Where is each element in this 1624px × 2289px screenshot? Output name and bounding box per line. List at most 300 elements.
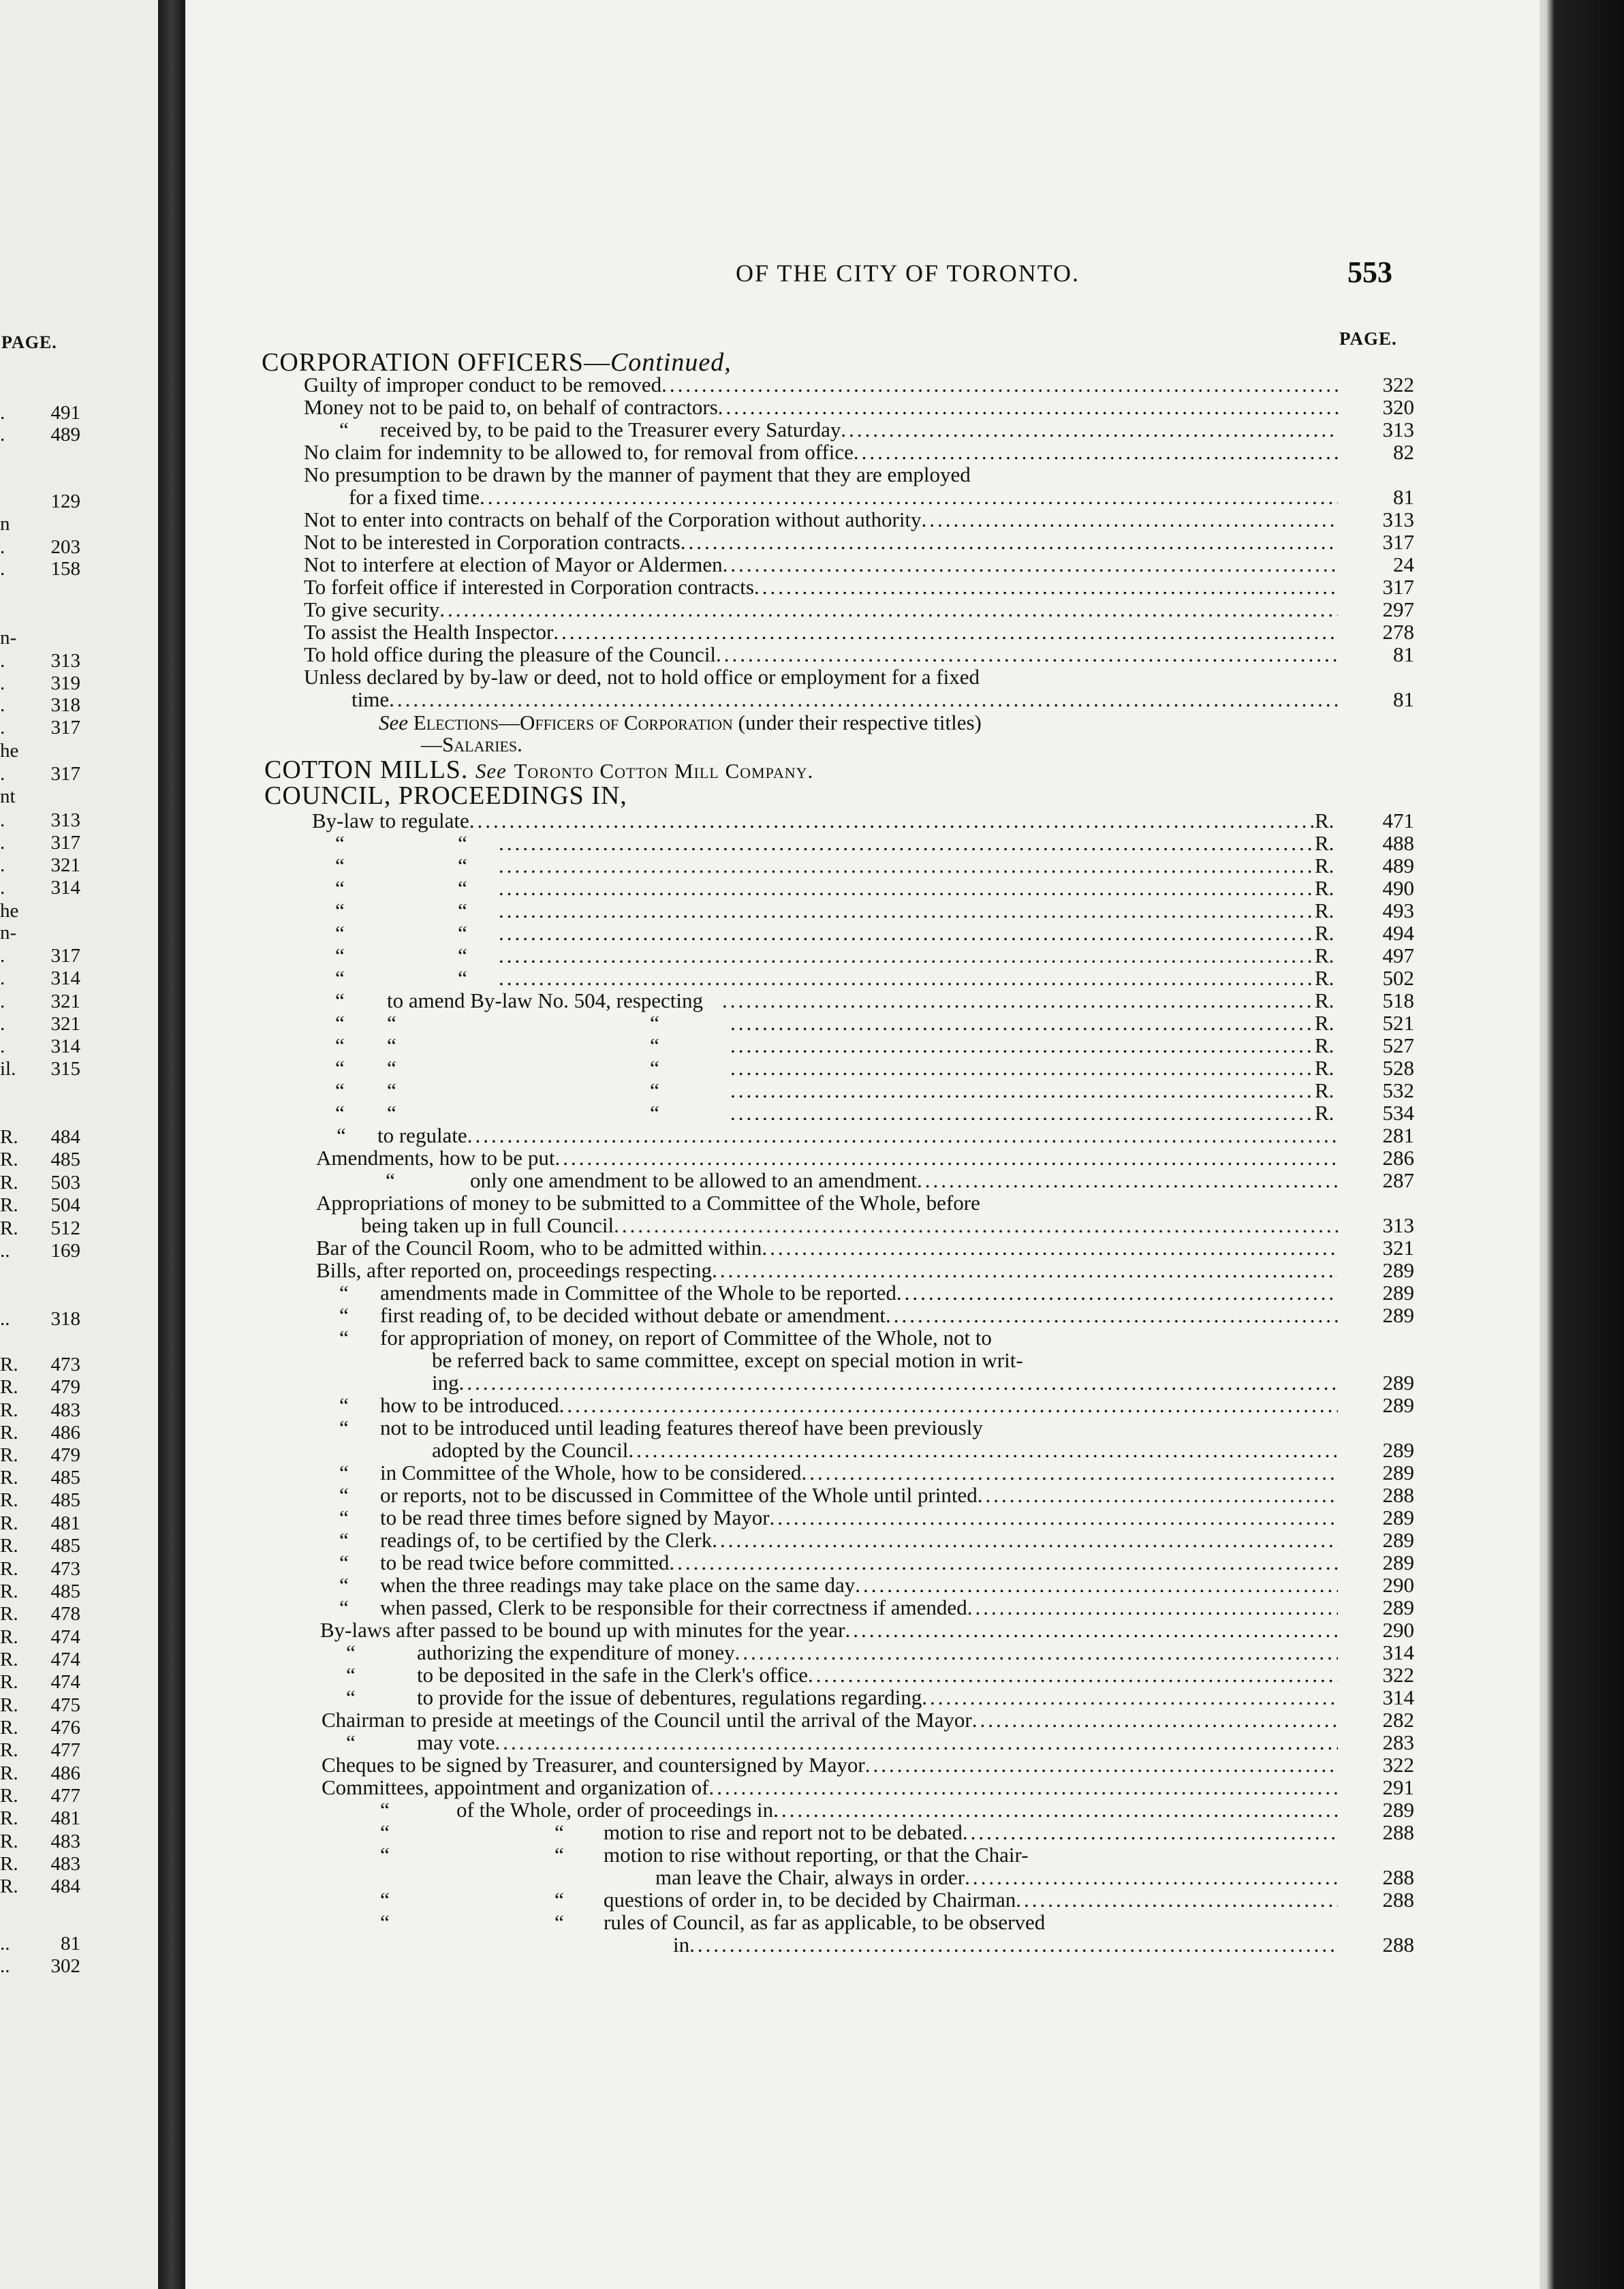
page-ref: 289 (1382, 1551, 1414, 1574)
page-ref: 289 (1382, 1595, 1414, 1619)
facing-page-ref: 314 (50, 1036, 80, 1057)
facing-page-entry (0, 1626, 80, 1647)
facing-page-ref: 158 (50, 558, 80, 580)
page-ref: 289 (1382, 1258, 1414, 1282)
facing-page-fragment: R. (0, 1126, 18, 1148)
index-entry: Appropriations of money to be submitted to a Committee of the Whole, before (316, 1191, 980, 1215)
index-entry-continuation: be referred back to same committee, except on special motion in writ- (432, 1348, 1023, 1372)
facing-page-fragment: R. (0, 1785, 18, 1807)
index-entry: “ may vote ..... (346, 1731, 1338, 1754)
facing-page-entry (0, 1933, 80, 1953)
facing-page-ref: 484 (50, 1875, 80, 1897)
facing-page-entry (0, 1512, 80, 1533)
facing-page-fragment: R. (0, 1467, 18, 1489)
page-ref: 289 (1382, 1393, 1414, 1417)
facing-page-fragment: . (0, 694, 5, 716)
bylaw-amend-entry: “ “ “ ..... R. (335, 1057, 1338, 1080)
facing-page-entry (0, 1603, 80, 1623)
facing-page-fragment: . (0, 424, 5, 446)
facing-page-ref: 314 (50, 967, 80, 989)
facing-page-ref: 318 (50, 1308, 80, 1330)
facing-page-ref: 317 (50, 832, 80, 854)
page-ref: 289 (1382, 1281, 1414, 1305)
index-entry: “ amendments made in Committee of the Whole to be reported ..... (339, 1281, 1338, 1305)
facing-page-entry (0, 402, 80, 422)
facing-page-fragment: .. (0, 1933, 10, 1955)
page-ref: 521 (1382, 1011, 1414, 1035)
facing-page-ref: 481 (50, 1512, 80, 1534)
index-entry: Cheques to be signed by Treasurer, and countersigned by Mayor ..... (322, 1754, 1338, 1777)
facing-page-entry (0, 1422, 80, 1442)
facing-page-ref: 321 (50, 1013, 80, 1035)
index-entry: “ received by, to be paid to the Treasurer every Saturday ..... (339, 418, 1338, 441)
facing-page-fragment: . (0, 672, 5, 694)
index-entry: To give security ..... (304, 598, 1338, 621)
bylaw-regulate-entry: “ “ ..... R. (335, 967, 1338, 990)
section-heading-cotton-mills: COTTON MILLS. See Toronto Cotton Mill Company. (264, 756, 814, 784)
facing-page-fragment: . (0, 1036, 5, 1057)
facing-page-entry (0, 1785, 80, 1805)
index-entry: “ for appropriation of money, on report of Committee of the Whole, not to (339, 1326, 992, 1350)
facing-page-fragment: . (0, 402, 5, 424)
index-page (185, 0, 1540, 2289)
facing-page-ref: 486 (50, 1422, 80, 1444)
facing-page-ref: 485 (50, 1580, 80, 1602)
facing-page-fragment: n- (0, 627, 17, 649)
see-also-continuation: —Salaries. (421, 732, 522, 756)
page-ref: 502 (1382, 966, 1414, 990)
page-ref: 287 (1382, 1168, 1414, 1192)
facing-page-ref: 313 (50, 650, 80, 672)
facing-page-entry (0, 1217, 80, 1238)
page-ref: 322 (1382, 373, 1414, 396)
facing-page-entry (0, 832, 80, 852)
facing-page-fragment: R. (0, 1172, 18, 1194)
page-ref: 471 (1382, 809, 1414, 832)
page-ref: 488 (1382, 831, 1414, 855)
facing-page-fragment: . (0, 991, 5, 1012)
index-entry: Amendments, how to be put ..... (316, 1147, 1338, 1170)
facing-page-ref: 477 (50, 1739, 80, 1761)
index-entry: “ to be read three times before signed by Mayor ..... (339, 1506, 1338, 1529)
facing-page-ref: 321 (50, 854, 80, 876)
facing-page-ref: 169 (50, 1240, 80, 1262)
facing-page-entry (0, 513, 80, 533)
facing-page-ref: 479 (50, 1376, 80, 1398)
facing-page-entry (0, 967, 80, 988)
facing-page-fragment: . (0, 832, 5, 854)
facing-page-fragment: R. (0, 1422, 18, 1444)
bylaw-regulate-entry: “ “ ..... R. (335, 877, 1338, 900)
facing-page-ref: 129 (50, 490, 80, 512)
index-entry: “ to provide for the issue of debentures, regulations regarding ..... (346, 1686, 1338, 1709)
facing-page-fragment: .. (0, 1308, 10, 1330)
facing-page-fragment: . (0, 1013, 5, 1035)
page-ref: 283 (1382, 1730, 1414, 1754)
page-ref: 314 (1382, 1640, 1414, 1664)
bylaw-regulate-entry: “ “ ..... R. (335, 832, 1338, 855)
page-ref: 493 (1382, 899, 1414, 922)
page-ref: 288 (1382, 1865, 1414, 1889)
page-ref: 289 (1382, 1371, 1414, 1395)
page-ref: 494 (1382, 921, 1414, 945)
page-ref: 82 (1393, 440, 1414, 464)
facing-page-fragment: nt (0, 785, 16, 807)
index-entry-continuation: adopted by the Council ..... (432, 1439, 1338, 1462)
facing-page-ref: 203 (50, 536, 80, 558)
page-ref: 490 (1382, 876, 1414, 900)
index-entry: “ authorizing the expenditure of money ..... (346, 1641, 1338, 1664)
facing-page-fragment: . (0, 558, 5, 580)
facing-page-ref: 481 (50, 1807, 80, 1829)
facing-page-fragment: . (0, 967, 5, 989)
page-ref: 313 (1382, 1213, 1414, 1237)
index-entry: “ or reports, not to be discussed in Committee of the Whole until printed ..... (339, 1484, 1338, 1507)
facing-page-entry (0, 1535, 80, 1555)
facing-page-entry (0, 1354, 80, 1374)
facing-page-fragment: R. (0, 1580, 18, 1602)
page-ref: 81 (1393, 642, 1414, 666)
facing-page-entry (0, 1762, 80, 1783)
index-entry: “ “ motion to rise and report not to be debated ..... (380, 1821, 1338, 1844)
page-ref: 288 (1382, 1933, 1414, 1957)
facing-page-entry (0, 1308, 80, 1328)
facing-page-ref: 491 (50, 402, 80, 424)
index-entry: Bills, after reported on, proceedings respecting ..... (316, 1259, 1338, 1282)
facing-page-fragment: . (0, 536, 5, 558)
index-entry: “ to regulate ..... (337, 1124, 1338, 1147)
facing-page-entry (0, 740, 80, 760)
index-entry: “ “ rules of Council, as far as applicable, to be observed (380, 1910, 1046, 1934)
page-ref: 286 (1382, 1146, 1414, 1170)
page-ref: 289 (1382, 1303, 1414, 1327)
facing-page-entry (0, 1558, 80, 1578)
facing-page-fragment: R. (0, 1831, 18, 1852)
facing-page-fragment: R. (0, 1399, 18, 1421)
facing-page-entry (0, 1739, 80, 1760)
page-ref: 290 (1382, 1618, 1414, 1642)
facing-page-entry (0, 1013, 80, 1033)
heading-text: CORPORATION OFFICERS— (262, 348, 610, 377)
facing-page-fragment: R. (0, 1762, 18, 1784)
index-entry: Chairman to preside at meetings of the Council until the arrival of the Mayor ..... (322, 1709, 1338, 1732)
index-entry-continuation: time ..... (352, 688, 1338, 711)
see-also-reference: See Elections—Officers of Corporation (under their respective titles) (379, 711, 982, 734)
index-entry-continuation: in ..... (673, 1933, 1338, 1957)
index-entry: “ when the three readings may take place on the same day ..... (339, 1574, 1338, 1597)
index-entry: “ first reading of, to be decided without debate or amendment ..... (339, 1304, 1338, 1327)
bylaw-amend-entry: “ to amend By-law No. 504, respecting ..... R. (335, 989, 1338, 1012)
page-ref: 518 (1382, 988, 1414, 1012)
index-entry-continuation: being taken up in full Council ..... (361, 1214, 1338, 1237)
index-entry: No presumption to be drawn by the manner of payment that they are employed (304, 463, 971, 486)
facing-page-fragment: . (0, 717, 5, 738)
facing-page-label: PAGE. (1, 332, 57, 352)
facing-page-ref: 475 (50, 1694, 80, 1716)
facing-page-ref: 314 (50, 877, 80, 899)
facing-page-entry (0, 1149, 80, 1169)
facing-page-ref: 319 (50, 672, 80, 694)
index-entry: To forfeit office if interested in Corporation contracts ..... (304, 576, 1338, 599)
facing-page-entry (0, 991, 80, 1011)
index-entry-continuation: man leave the Chair, always in order ..... (655, 1866, 1338, 1889)
facing-page-entry (0, 1036, 80, 1056)
index-entry: “ how to be introduced ..... (339, 1394, 1338, 1417)
facing-page-entry (0, 558, 80, 578)
facing-page-fragment: .. (0, 1240, 10, 1262)
bylaw-regulate-entry: “ “ ..... R. (335, 922, 1338, 945)
facing-page-fragment: he (0, 900, 19, 922)
facing-page-fragment: R. (0, 1217, 18, 1239)
facing-page-fragment: R. (0, 1194, 18, 1216)
facing-page-entry (0, 877, 80, 897)
facing-page-entry (0, 1489, 80, 1510)
facing-page-ref: 483 (50, 1399, 80, 1421)
facing-page-fragment: R. (0, 1149, 18, 1170)
facing-page-entry (0, 900, 80, 920)
facing-page-entry (0, 650, 80, 670)
facing-page-fragment: R. (0, 1626, 18, 1648)
page-ref: 532 (1382, 1078, 1414, 1102)
facing-page-entry (0, 672, 80, 693)
facing-page-ref: 483 (50, 1853, 80, 1875)
facing-page-ref: 302 (50, 1955, 80, 1977)
index-entry: “ to be read twice before committed ..... (339, 1551, 1338, 1574)
facing-page-ref: 478 (50, 1603, 80, 1625)
facing-page-entry (0, 1399, 80, 1420)
facing-page-entry (0, 809, 80, 830)
facing-page-entry (0, 1467, 80, 1487)
index-entry: Not to enter into contracts on behalf of the Corporation without authority ..... (304, 508, 1338, 531)
book-binding-edge (1540, 0, 1624, 2289)
facing-page-entry (0, 1172, 80, 1192)
bylaw-amend-entry: “ “ “ ..... R. (335, 1012, 1338, 1035)
page-ref: 317 (1382, 575, 1414, 599)
index-entry: “ “ motion to rise without reporting, or that the Chair- (380, 1843, 1029, 1867)
facing-page-entry (0, 1058, 80, 1078)
page-ref: 278 (1382, 620, 1414, 644)
facing-page-fragment: R. (0, 1558, 18, 1580)
facing-page-fragment: R. (0, 1354, 18, 1375)
page-ref: 527 (1382, 1033, 1414, 1057)
facing-page-ref: 321 (50, 991, 80, 1012)
facing-page-ref: 317 (50, 763, 80, 785)
page-ref: 320 (1382, 395, 1414, 419)
facing-page-fragment: R. (0, 1603, 18, 1625)
facing-page-entry (0, 1240, 80, 1260)
section-heading-corporation-officers (262, 349, 732, 376)
index-entry: “ readings of, to be certified by the Clerk ..... (339, 1529, 1338, 1552)
section-heading-council-proceedings: COUNCIL, PROCEEDINGS IN, (264, 781, 627, 810)
facing-page-entry (0, 1807, 80, 1828)
page-ref: 289 (1382, 1438, 1414, 1462)
page-ref: 81 (1393, 485, 1414, 509)
page-ref: 313 (1382, 418, 1414, 441)
index-entry: Bar of the Council Room, who to be admitted within ..... (316, 1236, 1338, 1260)
facing-page-entry (0, 1694, 80, 1715)
facing-page-entry (0, 785, 80, 806)
facing-page-fragment: R. (0, 1739, 18, 1761)
heading-continued: Continued, (610, 348, 732, 377)
page-ref: 290 (1382, 1573, 1414, 1597)
facing-page-fragment: R. (0, 1376, 18, 1398)
facing-page-ref: 483 (50, 1831, 80, 1852)
page-ref: 321 (1382, 1236, 1414, 1260)
facing-page-ref: 504 (50, 1194, 80, 1216)
facing-page-fragment: he (0, 740, 19, 762)
page-ref: 24 (1393, 552, 1414, 576)
facing-page-ref: 473 (50, 1354, 80, 1375)
facing-page-entry (0, 1717, 80, 1737)
bylaw-amend-entry: “ “ “ ..... R. (335, 1034, 1338, 1057)
index-entry: To assist the Health Inspector ..... (304, 621, 1338, 644)
page-ref: 281 (1382, 1123, 1414, 1147)
facing-page-ref: 317 (50, 717, 80, 738)
facing-page-entry (0, 1875, 80, 1896)
facing-page-entry (0, 763, 80, 783)
facing-page-ref: 318 (50, 694, 80, 716)
index-entry: “ not to be introduced until leading features thereof have been previously (339, 1416, 983, 1439)
facing-page-ref: 485 (50, 1149, 80, 1170)
facing-page-ref: 476 (50, 1717, 80, 1739)
page-ref: 534 (1382, 1101, 1414, 1125)
facing-page-ref: 317 (50, 945, 80, 967)
facing-page-ref: 81 (61, 1933, 80, 1955)
index-entry: “ in Committee of the Whole, how to be considered ..... (339, 1461, 1338, 1484)
facing-page-ref: 474 (50, 1671, 80, 1693)
facing-page-fragment: il. (0, 1058, 16, 1080)
index-entry: Money not to be paid to, on behalf of contractors ..... (304, 396, 1338, 419)
facing-page-fragment: R. (0, 1512, 18, 1534)
page-column-label: PAGE. (1339, 328, 1397, 349)
index-entry: Committees, appointment and organization of ..... (322, 1776, 1338, 1799)
bylaw-regulate-entry: “ “ ..... R. (335, 854, 1338, 877)
facing-page-entry (0, 1444, 80, 1465)
facing-page-margin (0, 0, 158, 2289)
facing-page-fragment: R. (0, 1717, 18, 1739)
facing-page-ref: 503 (50, 1172, 80, 1194)
facing-page-fragment: R. (0, 1853, 18, 1875)
page-ref: 81 (1393, 687, 1414, 711)
facing-page-entry (0, 1649, 80, 1669)
facing-page-entry (0, 1126, 80, 1147)
page-ref: 322 (1382, 1753, 1414, 1777)
index-entry-continuation: for a fixed time ..... (349, 486, 1338, 509)
book-gutter (158, 0, 185, 2289)
facing-page-fragment: . (0, 877, 5, 899)
facing-page-ref: 473 (50, 1558, 80, 1580)
running-head: OF THE CITY OF TORONTO. (736, 260, 1080, 287)
facing-page-entry (0, 1831, 80, 1851)
facing-page-entry (0, 1580, 80, 1601)
page-ref: 314 (1382, 1685, 1414, 1709)
facing-page-fragment: R. (0, 1694, 18, 1716)
index-entry: “ to be deposited in the safe in the Clerk's office ..... (346, 1664, 1338, 1687)
facing-page-fragment: R. (0, 1535, 18, 1557)
page-ref: 317 (1382, 530, 1414, 554)
facing-page-fragment: n (0, 513, 10, 535)
page-ref: 288 (1382, 1820, 1414, 1844)
facing-page-ref: 474 (50, 1649, 80, 1670)
facing-page-fragment: R. (0, 1671, 18, 1693)
facing-page-fragment: R. (0, 1649, 18, 1670)
facing-page-fragment: R. (0, 1444, 18, 1466)
index-entry: “ “ questions of order in, to be decided by Chairman ..... (380, 1888, 1338, 1912)
facing-page-ref: 485 (50, 1535, 80, 1557)
facing-page-fragment: n- (0, 922, 17, 944)
facing-page-fragment: R. (0, 1875, 18, 1897)
facing-page-ref: 486 (50, 1762, 80, 1784)
facing-page-ref: 485 (50, 1467, 80, 1489)
facing-page-entry (0, 627, 80, 647)
facing-page-ref: 479 (50, 1444, 80, 1466)
facing-page-entry (0, 1853, 80, 1873)
facing-page-entry (0, 1376, 80, 1397)
facing-page-entry (0, 490, 80, 511)
facing-page-entry (0, 1194, 80, 1215)
page-ref: 288 (1382, 1483, 1414, 1507)
index-entry: Not to interfere at election of Mayor or Aldermen ..... (304, 553, 1338, 576)
facing-page-entry (0, 424, 80, 444)
page-number: 553 (1347, 255, 1392, 289)
facing-page-ref: 477 (50, 1785, 80, 1807)
facing-page-fragment: . (0, 809, 5, 831)
page-ref: 322 (1382, 1663, 1414, 1687)
index-entry: “ when passed, Clerk to be responsible for their correctness if amended ..... (339, 1596, 1338, 1619)
page-ref: 288 (1382, 1888, 1414, 1912)
facing-page-fragment: . (0, 854, 5, 876)
index-entry: No claim for indemnity to be allowed to, for removal from office ..... (304, 441, 1338, 464)
index-entry: To hold office during the pleasure of the Council ..... (304, 643, 1338, 666)
facing-page-entry (0, 1671, 80, 1692)
facing-page-entry (0, 854, 80, 875)
facing-page-fragment: R. (0, 1489, 18, 1511)
index-entry: Unless declared by by-law or deed, not to hold office or employment for a fixed (304, 665, 980, 689)
bylaw-regulate-entry: “ “ ..... R. (335, 899, 1338, 922)
index-entry: Not to be interested in Corporation contracts ..... (304, 531, 1338, 554)
facing-page-ref: 484 (50, 1126, 80, 1148)
facing-page-entry (0, 717, 80, 737)
page-ref: 528 (1382, 1056, 1414, 1080)
index-entry: By-laws after passed to be bound up with minutes for the year ..... (320, 1619, 1338, 1642)
page-ref: 282 (1382, 1708, 1414, 1732)
facing-page-fragment: R. (0, 1807, 18, 1829)
facing-page-entry (0, 694, 80, 715)
page-ref: 497 (1382, 944, 1414, 967)
page-ref: 489 (1382, 854, 1414, 877)
page-ref: 289 (1382, 1461, 1414, 1484)
bylaw-regulate-entry: “ “ ..... R. (335, 944, 1338, 967)
bylaw-regulate-entry: By-law to regulate ..... R. (312, 809, 1338, 832)
facing-page-ref: 489 (50, 424, 80, 446)
page-ref: 297 (1382, 597, 1414, 621)
page-ref: 289 (1382, 1506, 1414, 1529)
page-ref: 289 (1382, 1798, 1414, 1822)
facing-page-fragment: .. (0, 1955, 10, 1977)
page-ref: 291 (1382, 1775, 1414, 1799)
index-entry-continuation: ing ..... (432, 1371, 1338, 1395)
facing-page-ref: 485 (50, 1489, 80, 1511)
bylaw-amend-entry: “ “ “ ..... R. (335, 1102, 1338, 1125)
facing-page-ref: 512 (50, 1217, 80, 1239)
index-entry: “ only one amendment to be allowed to an amendment ..... (386, 1169, 1338, 1192)
facing-page-fragment: . (0, 763, 5, 785)
facing-page-entry (0, 536, 80, 557)
facing-page-entry (0, 945, 80, 965)
facing-page-fragment: . (0, 945, 5, 967)
facing-page-entry (0, 1955, 80, 1976)
facing-page-fragment: . (0, 650, 5, 672)
